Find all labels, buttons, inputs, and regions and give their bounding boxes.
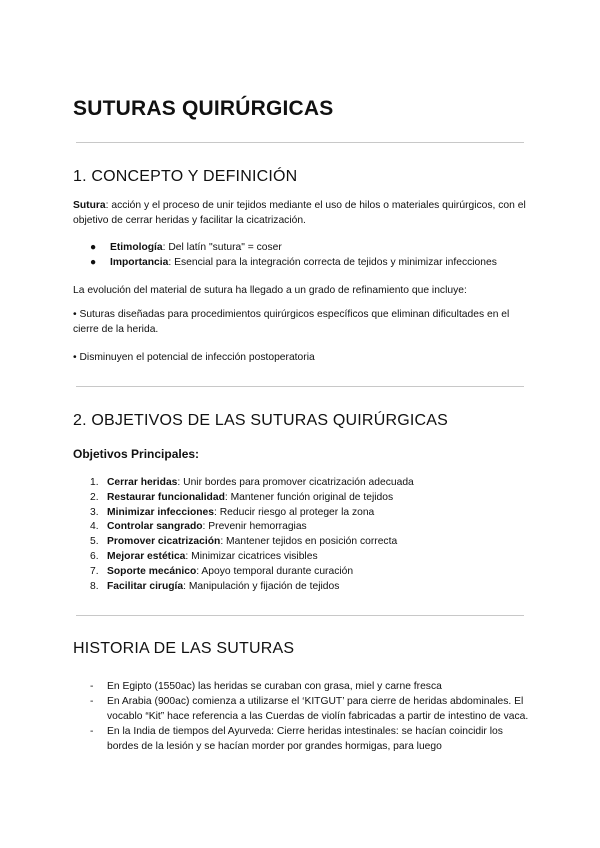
dash-marker: - [90, 681, 94, 692]
list-item-text: : Del latín "sutura" = coser [162, 242, 282, 253]
dash-marker: - [90, 726, 94, 737]
list-number: 6. [90, 550, 99, 562]
list-item-term: Importancia [110, 257, 169, 268]
divider [76, 615, 524, 616]
list-item-text: : Apoyo temporal durante curación [196, 565, 354, 577]
list-item [90, 255, 540, 270]
list-item-text: : Mantener tejidos en posición correcta [220, 536, 398, 548]
list-item [90, 580, 530, 595]
list-item-term: Facilitar cirugía [107, 580, 184, 592]
list-item [90, 520, 530, 535]
section-heading-historia: HISTORIA DE LAS SUTURAS [73, 640, 295, 657]
list-item [90, 535, 530, 550]
list-item-term: Minimizar infecciones [107, 506, 215, 518]
list-item [90, 240, 540, 255]
list-item [90, 550, 530, 565]
list-item-text: : Mantener función original de tejidos [224, 491, 394, 503]
list-item-term: Cerrar heridas [107, 477, 178, 488]
list-number: 5. [90, 536, 99, 548]
history-list [90, 679, 530, 754]
list-item-term: Controlar sangrado [107, 521, 203, 533]
list-item-text: En Egipto (1550ac) las heridas se curaban con grasa, miel y carne fresca [107, 681, 442, 692]
list-item [90, 724, 530, 754]
list-item-text: : Unir bordes para promover cicatrización adecuada [177, 477, 414, 488]
list-item [90, 506, 530, 521]
list-number: 4. [90, 521, 99, 533]
list-item [90, 491, 530, 506]
list-item-text: : Minimizar cicatrices visibles [185, 550, 318, 562]
definition-term: Sutura [73, 200, 106, 211]
list-item [90, 476, 530, 491]
evolution-point-2: • Disminuyen el potencial de infección postoperatoria [73, 352, 315, 363]
list-item-text: : Prevenir hemorragias [202, 521, 307, 533]
list-item-text: : Esencial para la integración correcta de tejidos y minimizar infecciones [168, 257, 497, 268]
divider [76, 142, 524, 143]
list-item [90, 565, 530, 580]
list-item-text: : Reducir riesgo al proteger la zona [214, 506, 375, 518]
bullet-icon: ● [90, 257, 97, 268]
list-item-term: Promover cicatrización [107, 536, 221, 548]
evolution-paragraph: La evolución del material de sutura ha llegado a un grado de refinamiento que incluye: [73, 285, 467, 296]
list-number: 3. [90, 506, 99, 518]
page-title: SUTURAS QUIRÚRGICAS [73, 97, 334, 120]
list-item-term: Soporte mecánico [107, 565, 197, 577]
list-item-term: Mejorar estética [107, 550, 186, 562]
dash-marker: - [90, 696, 94, 707]
definition-text: : acción y el proceso de unir tejidos mediante el uso de hilos o materiales quirúrgicos, con el objetivo de cerrar heridas y facilitar la cicatrización. [73, 200, 526, 226]
evolution-point-1: • Suturas diseñadas para procedimientos quirúrgicos específicos que eliminan dificultades en el cierre de la herida. [73, 309, 510, 335]
list-item [90, 679, 530, 694]
list-number: 2. [90, 491, 99, 503]
definition-paragraph [73, 198, 533, 228]
list-item-text: En Arabia (900ac) comienza a utilizarse el ‘KITGUT’ para cierre de heridas abdominales. El vocablo “Kit” hace referencia a las Cuerdas de violín fabricadas a partir de intestino de vaca. [107, 696, 529, 722]
list-number: 7. [90, 565, 99, 577]
objectives-list [90, 476, 530, 594]
subheading-objetivos-principales: Objetivos Principales: [73, 447, 200, 461]
list-number: 8. [90, 580, 99, 592]
section-heading-concepto: 1. CONCEPTO Y DEFINICIÓN [73, 168, 298, 185]
section-heading-objetivos: 2. OBJETIVOS DE LAS SUTURAS QUIRÚRGICAS [73, 412, 448, 429]
list-item-text: : Manipulación y fijación de tejidos [183, 580, 340, 592]
list-item-term: Etimología [110, 242, 163, 253]
bullet-icon: ● [90, 242, 97, 253]
list-number: 1. [90, 477, 99, 488]
concept-bullet-list [90, 240, 540, 270]
list-item-text: En la India de tiempos del Ayurveda: Cierre heridas intestinales: se hacían coincidir los bordes de la lesión y se hacían morder por grandes hormigas, para luego [107, 726, 503, 752]
divider [76, 386, 524, 387]
list-item [90, 694, 530, 724]
list-item-term: Restaurar funcionalidad [107, 491, 225, 503]
